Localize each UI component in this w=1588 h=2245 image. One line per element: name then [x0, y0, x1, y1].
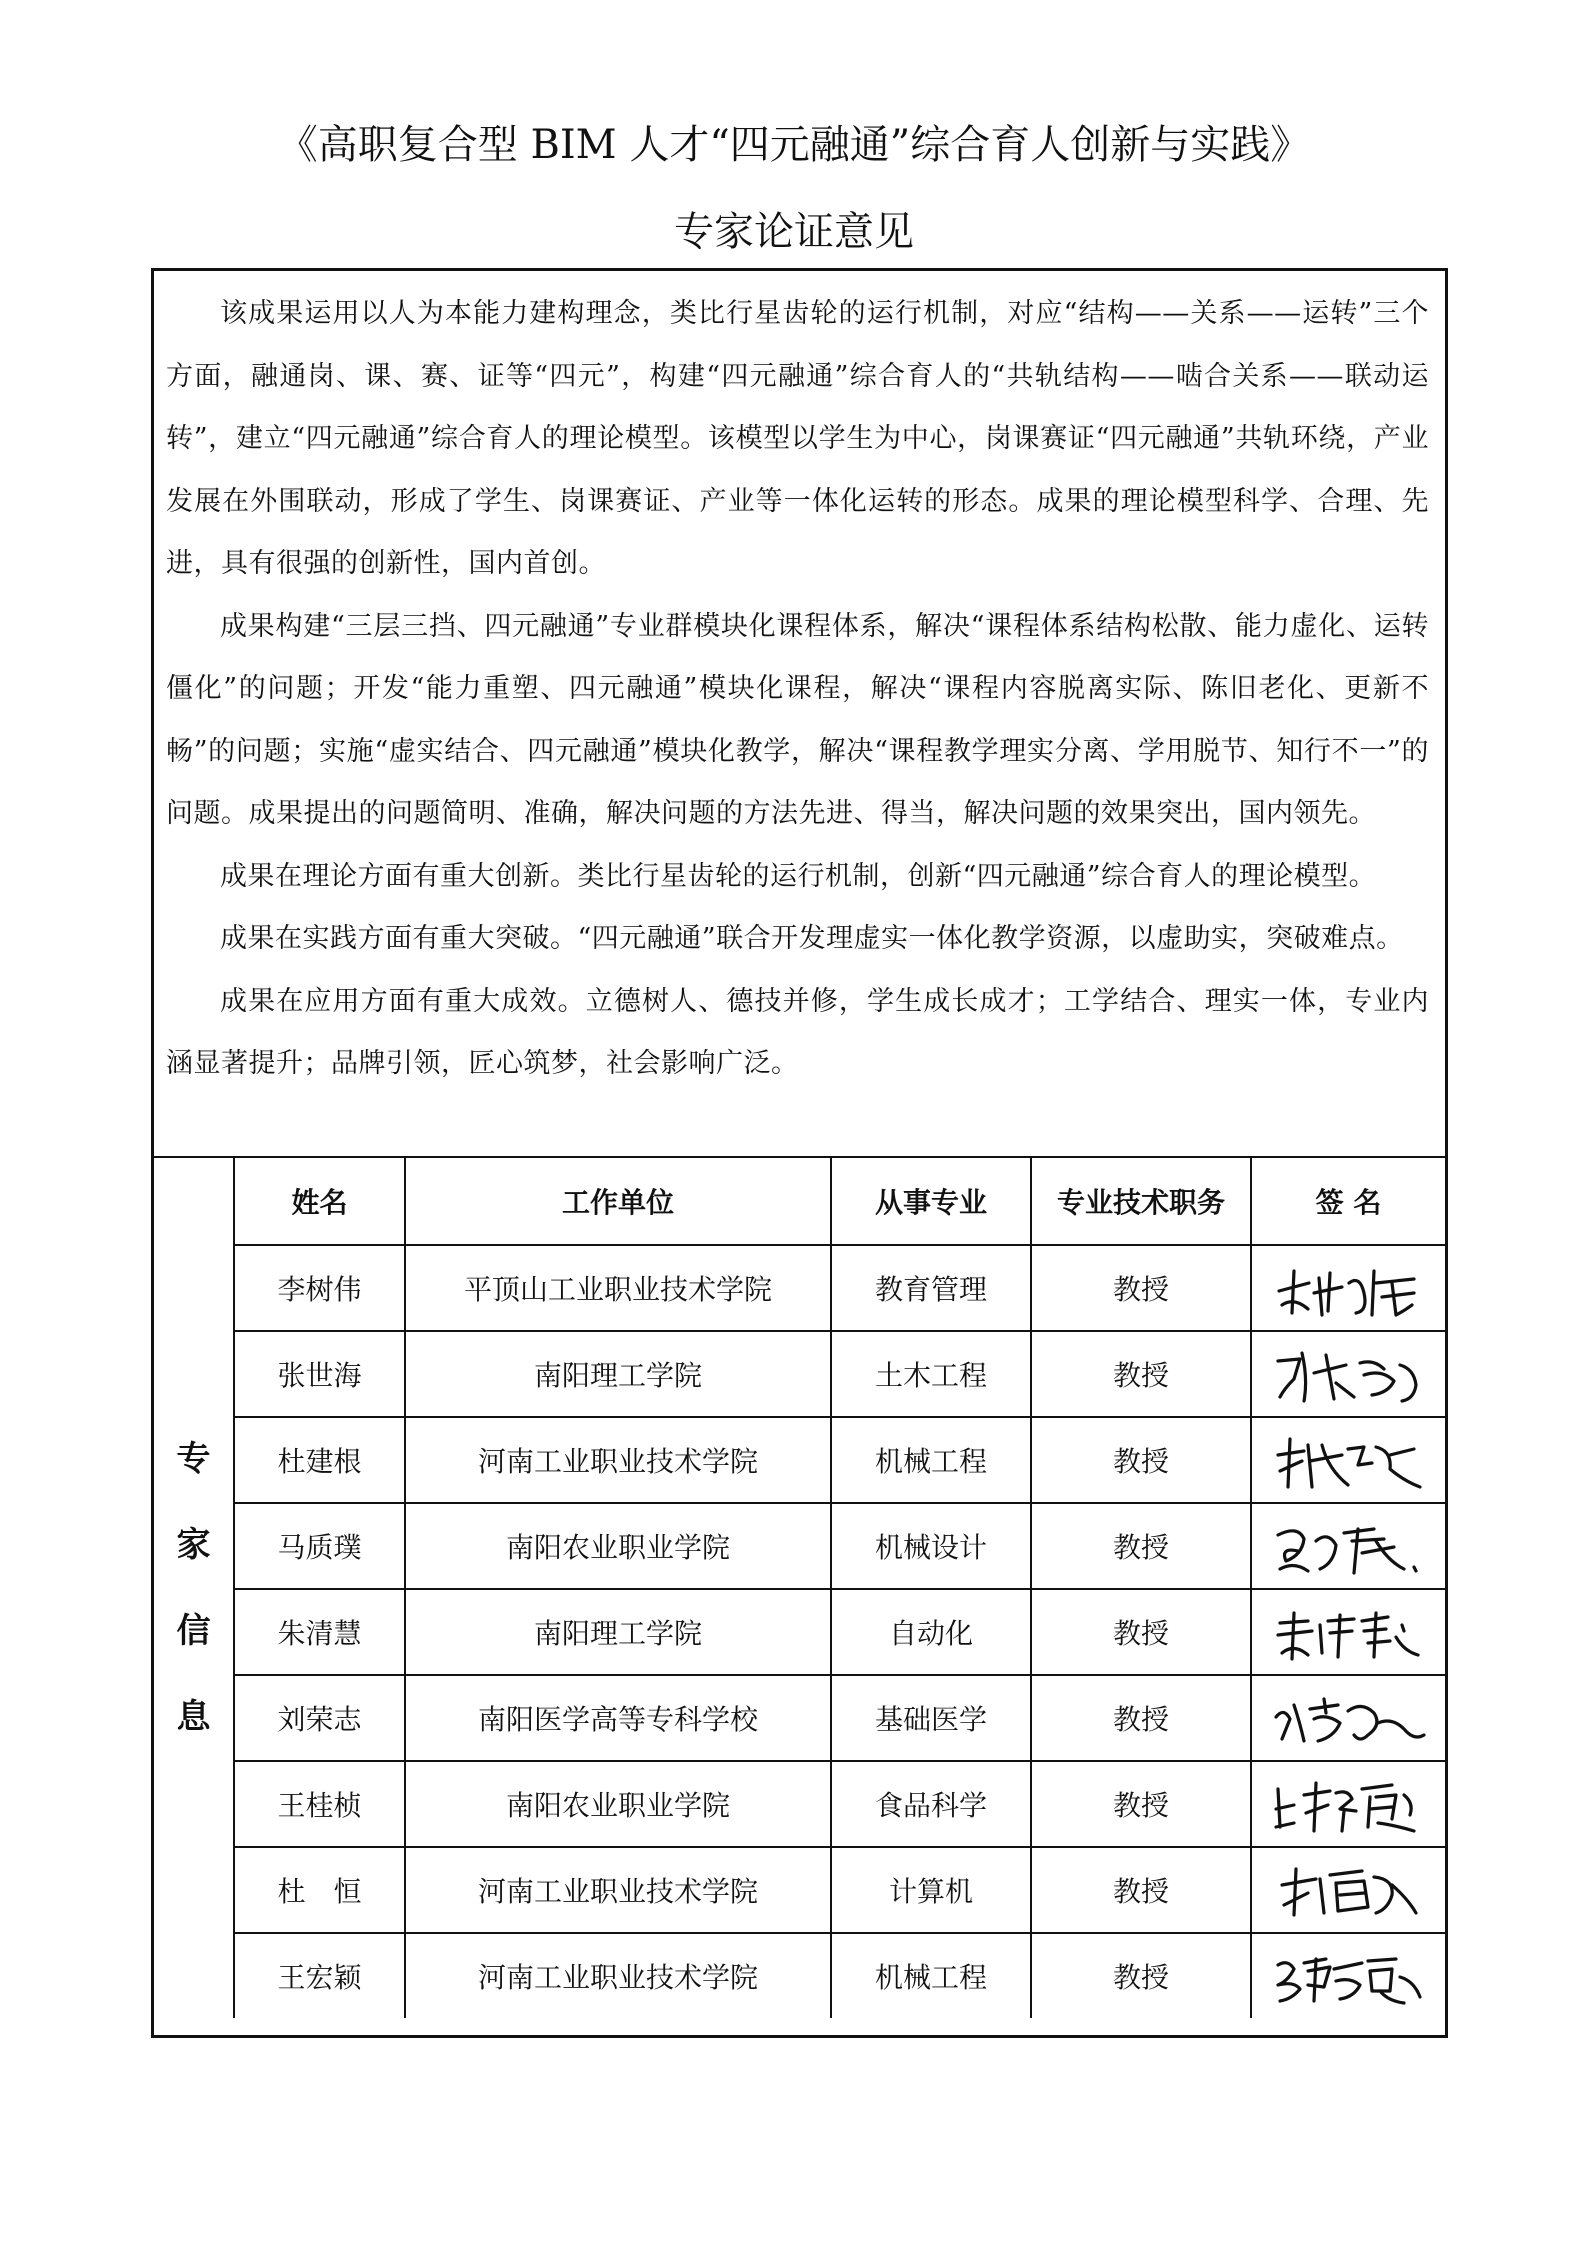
table-row — [154, 1675, 1445, 1761]
expert-major: 基础医学 — [831, 1675, 1031, 1761]
table-row — [154, 1245, 1445, 1331]
opinion-paragraph: 该成果运用以人为本能力建构理念，类比行星齿轮的运行机制，对应“结构——关系——运转”三个方面，融通岗、课、赛、证等“四元”，构建“四元融通”综合育人的“共轨结构——啮合关系——联动运转”，建立“四元融通”综合育人的理论模型。该模型以学生为中心，岗课赛证“四元融通”共轨环绕，产业发展在外围联动，形成了学生、岗课赛证、产业等一体化运转的形态。成果的理论模型科学、合理、先进，具有很强的创新性，国内首创。 — [166, 298, 1429, 579]
handwritten-signature — [1264, 1339, 1434, 1409]
expert-name: 刘荣志 — [234, 1675, 405, 1761]
handwritten-signature — [1264, 1511, 1434, 1581]
expert-signature — [1251, 1933, 1445, 2018]
expert-unit: 南阳理工学院 — [405, 1589, 831, 1675]
expert-name: 张世海 — [234, 1331, 405, 1417]
expert-unit: 河南工业职业技术学院 — [405, 1933, 831, 2018]
expert-unit: 河南工业职业技术学院 — [405, 1417, 831, 1503]
handwritten-signature — [1264, 1425, 1434, 1495]
expert-major: 食品科学 — [831, 1761, 1031, 1847]
opinion-paragraph: 成果在实践方面有重大突破。“四元融通”联合开发理虚实一体化教学资源，以虚助实，突破难点。 — [220, 923, 1404, 954]
side-label-char: 信 — [176, 1611, 211, 1651]
expert-unit: 南阳农业职业学院 — [405, 1503, 831, 1589]
header-title: 专业技术职务 — [1031, 1157, 1251, 1245]
expert-name: 李树伟 — [234, 1245, 405, 1331]
header-name: 姓名 — [234, 1157, 405, 1245]
document-title: 《高职复合型 BIM 人才“四元融通”综合育人创新与实践》 — [277, 122, 1311, 168]
expert-signature — [1251, 1675, 1445, 1761]
opinion-paragraph: 成果在应用方面有重大成效。立德树人、德技并修，学生成长成才；工学结合、理实一体，专业内涵显著提升；品牌引领，匠心筑梦，社会影响广泛。 — [166, 985, 1429, 1079]
expert-major: 土木工程 — [831, 1331, 1031, 1417]
expert-info-table — [154, 1156, 1445, 2018]
expert-unit: 南阳理工学院 — [405, 1331, 831, 1417]
expert-name: 杜 恒 — [234, 1847, 405, 1933]
expert-title: 教授 — [1031, 1331, 1251, 1417]
table-row — [154, 1589, 1445, 1675]
expert-name: 朱清慧 — [234, 1589, 405, 1675]
expert-name: 杜建根 — [234, 1417, 405, 1503]
expert-title: 教授 — [1031, 1933, 1251, 2018]
expert-signature — [1251, 1847, 1445, 1933]
expert-signature — [1251, 1331, 1445, 1417]
expert-info-side-label — [154, 1157, 234, 2018]
expert-signature — [1251, 1245, 1445, 1331]
table-row — [154, 1417, 1445, 1503]
handwritten-signature — [1264, 1855, 1434, 1925]
expert-title: 教授 — [1031, 1589, 1251, 1675]
expert-major: 机械工程 — [831, 1417, 1031, 1503]
handwritten-signature — [1264, 1253, 1434, 1323]
expert-name: 王宏颖 — [234, 1933, 405, 2018]
document-subtitle: 专家论证意见 — [674, 209, 914, 255]
opinion-paragraph: 成果在理论方面有重大创新。类比行星齿轮的运行机制，创新“四元融通”综合育人的理论模型。 — [220, 860, 1377, 892]
expert-major: 教育管理 — [831, 1245, 1031, 1331]
handwritten-signature — [1264, 1597, 1434, 1667]
expert-title: 教授 — [1031, 1417, 1251, 1503]
expert-name: 王桂桢 — [234, 1761, 405, 1847]
expert-title: 教授 — [1031, 1761, 1251, 1847]
table-row — [154, 1933, 1445, 2018]
expert-unit: 平顶山工业职业技术学院 — [405, 1245, 831, 1331]
expert-title: 教授 — [1031, 1503, 1251, 1589]
table-row — [154, 1331, 1445, 1417]
side-label-char: 专 — [176, 1439, 211, 1479]
header-signature: 签 名 — [1251, 1157, 1445, 1245]
expert-unit: 南阳医学高等专科学校 — [405, 1675, 831, 1761]
side-label-char: 家 — [176, 1525, 211, 1565]
expert-signature — [1251, 1589, 1445, 1675]
expert-title: 教授 — [1031, 1847, 1251, 1933]
handwritten-signature — [1264, 1769, 1434, 1839]
expert-signature — [1251, 1761, 1445, 1847]
table-header-row — [154, 1157, 1445, 1245]
expert-signature — [1251, 1503, 1445, 1589]
table-row — [154, 1847, 1445, 1933]
expert-title: 教授 — [1031, 1245, 1251, 1331]
expert-major: 机械工程 — [831, 1933, 1031, 2018]
header-major: 从事专业 — [831, 1157, 1031, 1245]
opinion-paragraph: 成果构建“三层三挡、四元融通”专业群模块化课程体系，解决“课程体系结构松散、能力虚化、运转僵化”的问题；开发“能力重塑、四元融通”模块化课程，解决“课程内容脱离实际、陈旧老化、更新不畅”的问题；实施“虚实结合、四元融通”模块化教学，解决“课程教学理实分离、学用脱节、知行不一”的问题。成果提出的问题简明、准确，解决问题的方法先进、得当，解决问题的效果突出，国内领先。 — [166, 610, 1429, 829]
header-unit: 工作单位 — [405, 1157, 831, 1245]
table-row — [154, 1761, 1445, 1847]
expert-unit: 南阳农业职业学院 — [405, 1761, 831, 1847]
expert-name: 马质璞 — [234, 1503, 405, 1589]
opinion-text — [166, 283, 1429, 1096]
handwritten-signature — [1264, 1683, 1434, 1753]
opinion-frame — [151, 268, 1448, 2038]
expert-signature — [1251, 1417, 1445, 1503]
side-label-char: 息 — [176, 1697, 211, 1737]
table-row — [154, 1503, 1445, 1589]
expert-major: 自动化 — [831, 1589, 1031, 1675]
expert-major: 机械设计 — [831, 1503, 1031, 1589]
expert-unit: 河南工业职业技术学院 — [405, 1847, 831, 1933]
expert-major: 计算机 — [831, 1847, 1031, 1933]
expert-title: 教授 — [1031, 1675, 1251, 1761]
handwritten-signature — [1264, 1941, 1434, 2011]
